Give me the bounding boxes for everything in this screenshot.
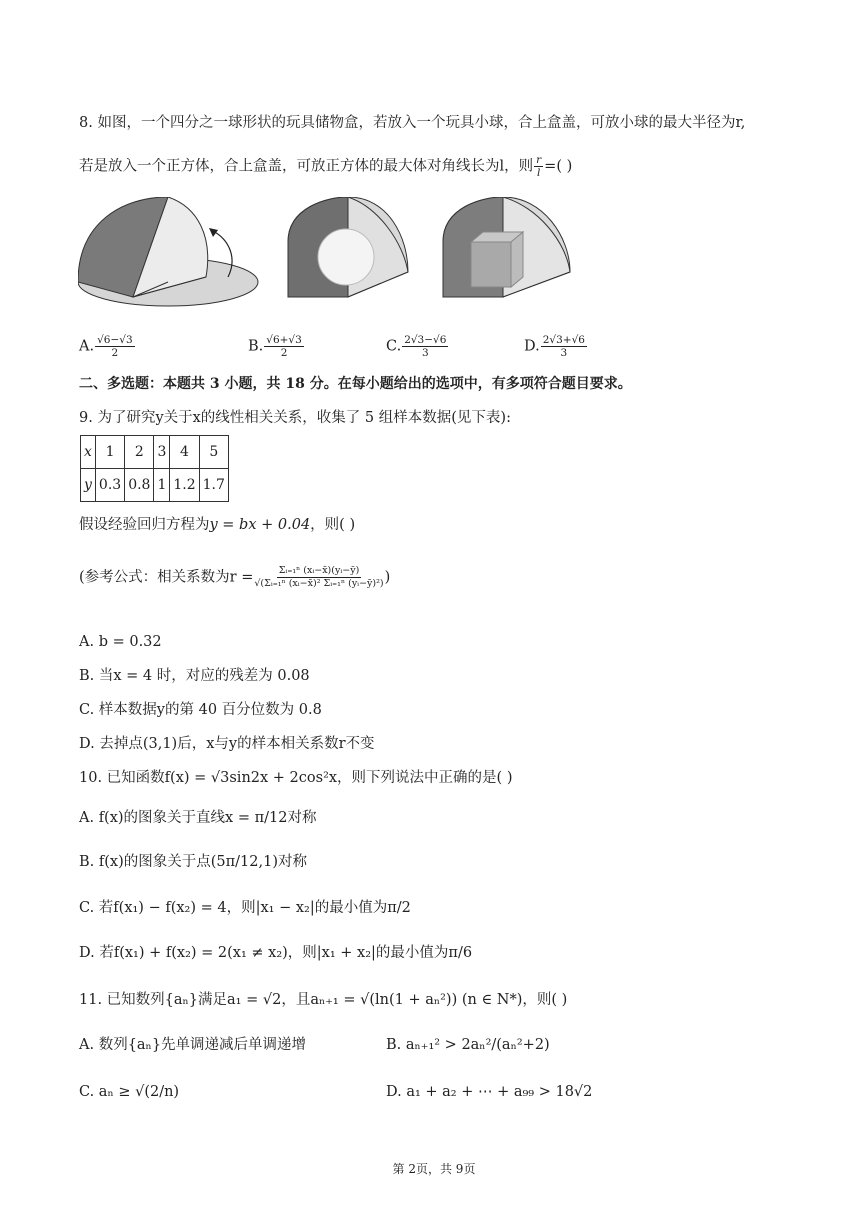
q11-option-a[interactable]: A. 数列{aₙ}先单调递减后单调递增	[79, 1037, 307, 1053]
table-row	[81, 436, 229, 469]
q8-line1: 8. 如图，一个四分之一球形状的玩具储物盒，若放入一个玩具小球，合上盒盖，可放小球的最大半径为r,	[79, 115, 746, 131]
q9-data-table	[80, 435, 229, 502]
q9-stem: 9. 为了研究y关于x的线性相关关系，收集了 5 组样本数据(见下表):	[79, 410, 511, 426]
q8-ratio	[534, 154, 543, 179]
q8-line2-end: =( )	[544, 158, 573, 175]
q8-option-b-num: √6+√3	[266, 334, 302, 346]
q8-option-a-frac	[95, 334, 135, 359]
q8-option-c-label: C.	[386, 338, 402, 355]
q8-option-a[interactable]	[79, 334, 136, 359]
q11-option-c[interactable]: C. aₙ ≥ √(2/n)	[79, 1084, 180, 1100]
q9-formula-prefix: (参考公式：相关系数为r =	[79, 569, 254, 586]
q10-stem: 10. 已知函数f(x) = √3sin2x + 2cos²x，则下列说法中正确的是( )	[79, 770, 513, 786]
q8-option-d-frac	[541, 334, 587, 359]
q8-option-c[interactable]	[386, 334, 449, 359]
q10-option-d[interactable]: D. 若f(x₁) + f(x₂) = 2(x₁ ≠ x₂)，则|x₁ + x₂|的最小值为π/6	[79, 945, 473, 961]
q9-formula-num: Σᵢ₌₁ⁿ (xᵢ−x̄)(yᵢ−ȳ)	[278, 565, 360, 576]
q8-option-d-label: D.	[524, 338, 540, 355]
q8-option-d-num: 2√3+√6	[542, 334, 585, 346]
q9-option-d[interactable]: D. 去掉点(3,1)后，x与y的样本相关系数r不变	[79, 736, 375, 752]
figure-quarter-sphere-cube	[443, 197, 570, 297]
table-cell: 0.3	[95, 469, 124, 502]
table-cell: 1	[95, 436, 124, 469]
table-cell: 4	[170, 436, 199, 469]
q10-option-b[interactable]: B. f(x)的图象关于点(5π/12,1)对称	[79, 854, 307, 870]
q8-option-a-label: A.	[79, 338, 95, 355]
table-cell: 2	[125, 436, 154, 469]
q8-option-b[interactable]	[248, 334, 305, 359]
q8-ratio-den: l	[536, 167, 541, 179]
q8-option-a-num: √6−√3	[97, 334, 133, 346]
table-cell: 3	[154, 436, 170, 469]
q9-option-a[interactable]: A. b = 0.32	[79, 634, 162, 650]
q10-option-a[interactable]: A. f(x)的图象关于直线x = π/12对称	[79, 810, 317, 826]
table-cell: 0.8	[125, 469, 154, 502]
q10-option-c[interactable]: C. 若f(x₁) − f(x₂) = 4，则|x₁ − x₂|的最小值为π/2	[79, 900, 411, 916]
q8-option-d-den: 3	[560, 347, 568, 359]
table-cell: x	[81, 436, 96, 469]
q9-option-b[interactable]: B. 当x = 4 时，对应的残差为 0.08	[79, 668, 310, 684]
q9-reference-formula	[79, 565, 390, 590]
q9-regression-prefix: 假设经验回归方程为	[79, 517, 210, 533]
q11-stem: 11. 已知数列{aₙ}满足a₁ = √2，且aₙ₊₁ = √(ln(1 + aₙ²)) (n ∈ N*)，则( )	[79, 992, 568, 1008]
q8-option-c-num: 2√3−√6	[404, 334, 447, 346]
table-cell: 1.7	[199, 469, 228, 502]
q9-formula-fraction	[254, 565, 383, 590]
figure-quarter-sphere-ball	[288, 197, 408, 297]
table-row	[81, 469, 229, 502]
q8-option-c-den: 3	[421, 347, 429, 359]
table-cell: 1	[154, 469, 170, 502]
q8-ratio-num: r	[536, 154, 542, 166]
q11-option-b[interactable]: B. aₙ₊₁² > 2aₙ²/(aₙ²+2)	[386, 1037, 550, 1053]
q8-option-b-frac	[264, 334, 304, 359]
q11-option-d[interactable]: D. a₁ + a₂ + ⋯ + a₉₉ > 18√2	[386, 1084, 593, 1100]
q8-line2-text: 若是放入一个正方体，合上盒盖，可放正方体的最大体对角线长为l，则	[79, 158, 534, 175]
page-footer: 第 2页，共 9页	[392, 1162, 476, 1176]
table-cell: 5	[199, 436, 228, 469]
q8-figures	[78, 197, 598, 312]
q9-formula-suffix: )	[384, 569, 391, 586]
section-2-heading: 二、多选题：本题共 3 小题，共 18 分。在每小题给出的选项中，有多项符合题目要求。	[79, 376, 632, 392]
q8-option-a-den: 2	[111, 347, 119, 359]
q9-formula-den: √(Σᵢ₌₁ⁿ (xᵢ−x̄)² Σᵢ₌₁ⁿ (yᵢ−ȳ)²)	[254, 578, 384, 589]
q8-option-d[interactable]	[524, 334, 588, 359]
q8-option-b-label: B.	[248, 338, 264, 355]
figure-quarter-sphere-open	[78, 197, 258, 306]
q8-line2	[79, 154, 572, 179]
q9-regression-line	[79, 515, 355, 535]
q9-regression-suffix: ，则( )	[310, 517, 356, 533]
table-cell: y	[81, 469, 96, 502]
q9-regression-equation: y = bx + 0.04	[209, 517, 311, 533]
q8-option-c-frac	[402, 334, 448, 359]
q9-option-c[interactable]: C. 样本数据y的第 40 百分位数为 0.8	[79, 702, 322, 718]
q8-option-b-den: 2	[280, 347, 288, 359]
table-cell: 1.2	[170, 469, 199, 502]
